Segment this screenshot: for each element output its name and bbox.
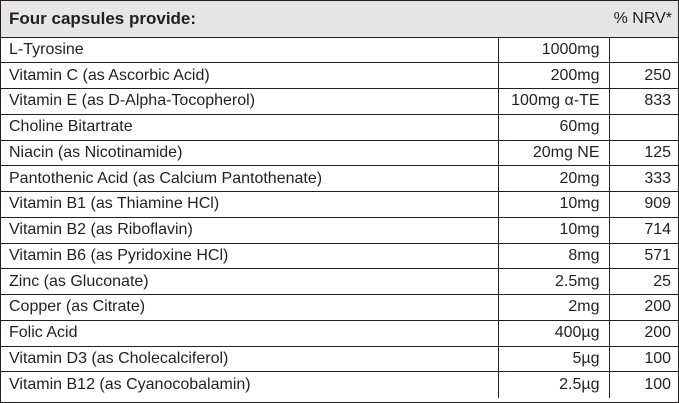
nutrient-nrv: 200 [609,320,678,346]
nutrient-name: Copper (as Citrate) [1,295,498,321]
nrv-column-header: % NRV* [609,1,678,37]
nutrient-name: Niacin (as Nicotinamide) [1,140,498,166]
nutrient-name: Vitamin B1 (as Thiamine HCl) [1,192,498,218]
nutrient-name: Vitamin B12 (as Cyanocobalamin) [1,372,498,398]
nutrient-name: Pantothenic Acid (as Calcium Pantothenate) [1,166,498,192]
nutrient-rows [1,37,678,398]
table-row [1,269,678,295]
table-row [1,89,678,115]
nutrient-name: Vitamin C (as Ascorbic Acid) [1,63,498,89]
nutrient-nrv: 909 [609,192,678,218]
nutrient-amount: 100mg α-TE [498,89,609,115]
nutrient-name: Choline Bitartrate [1,114,498,140]
nutrient-amount: 400µg [498,320,609,346]
table-row [1,166,678,192]
table-row [1,37,678,63]
nutrient-nrv: 25 [609,269,678,295]
nutrient-amount: 5µg [498,346,609,372]
nutrient-amount: 2.5µg [498,372,609,398]
table-header-row [1,1,678,37]
nutrient-name: Vitamin D3 (as Cholecalciferol) [1,346,498,372]
nutrient-amount: 20mg NE [498,140,609,166]
nutrient-amount: 200mg [498,63,609,89]
table-row [1,63,678,89]
table-row [1,192,678,218]
nutrition-table [1,1,678,398]
nutrient-amount: 10mg [498,192,609,218]
nutrient-nrv: 714 [609,217,678,243]
table-row [1,243,678,269]
nutrient-name: L-Tyrosine [1,37,498,63]
nutrient-name: Folic Acid [1,320,498,346]
nutrient-nrv: 200 [609,295,678,321]
nutrient-nrv: 125 [609,140,678,166]
nutrient-amount: 2mg [498,295,609,321]
table-row [1,346,678,372]
nutrient-nrv: 571 [609,243,678,269]
nutrient-amount: 10mg [498,217,609,243]
table-row [1,295,678,321]
nutrient-nrv: 833 [609,89,678,115]
nutrient-amount: 8mg [498,243,609,269]
table-row [1,320,678,346]
nutrient-nrv [609,114,678,140]
nutrient-amount: 2.5mg [498,269,609,295]
nutrient-nrv: 100 [644,375,672,393]
table-row [1,140,678,166]
nutrient-nrv: 100 [609,346,678,372]
nutrient-name: Vitamin B6 (as Pyridoxine HCl) [1,243,498,269]
nutrient-nrv: 333 [609,166,678,192]
table-row [1,372,678,398]
nutrient-name: Zinc (as Gluconate) [1,269,498,295]
nutrient-amount: 20mg [498,166,609,192]
nutrient-amount: 60mg [498,114,609,140]
nutrient-name: Vitamin E (as D-Alpha-Tocopherol) [1,89,498,115]
nutrient-nrv [609,37,678,63]
nutrient-name: Vitamin B2 (as Riboflavin) [1,217,498,243]
table-row [1,217,678,243]
table-row [1,114,678,140]
serving-title: Four capsules provide: [1,1,609,37]
nutrient-nrv: 250 [609,63,678,89]
nutrient-amount: 1000mg [498,37,609,63]
